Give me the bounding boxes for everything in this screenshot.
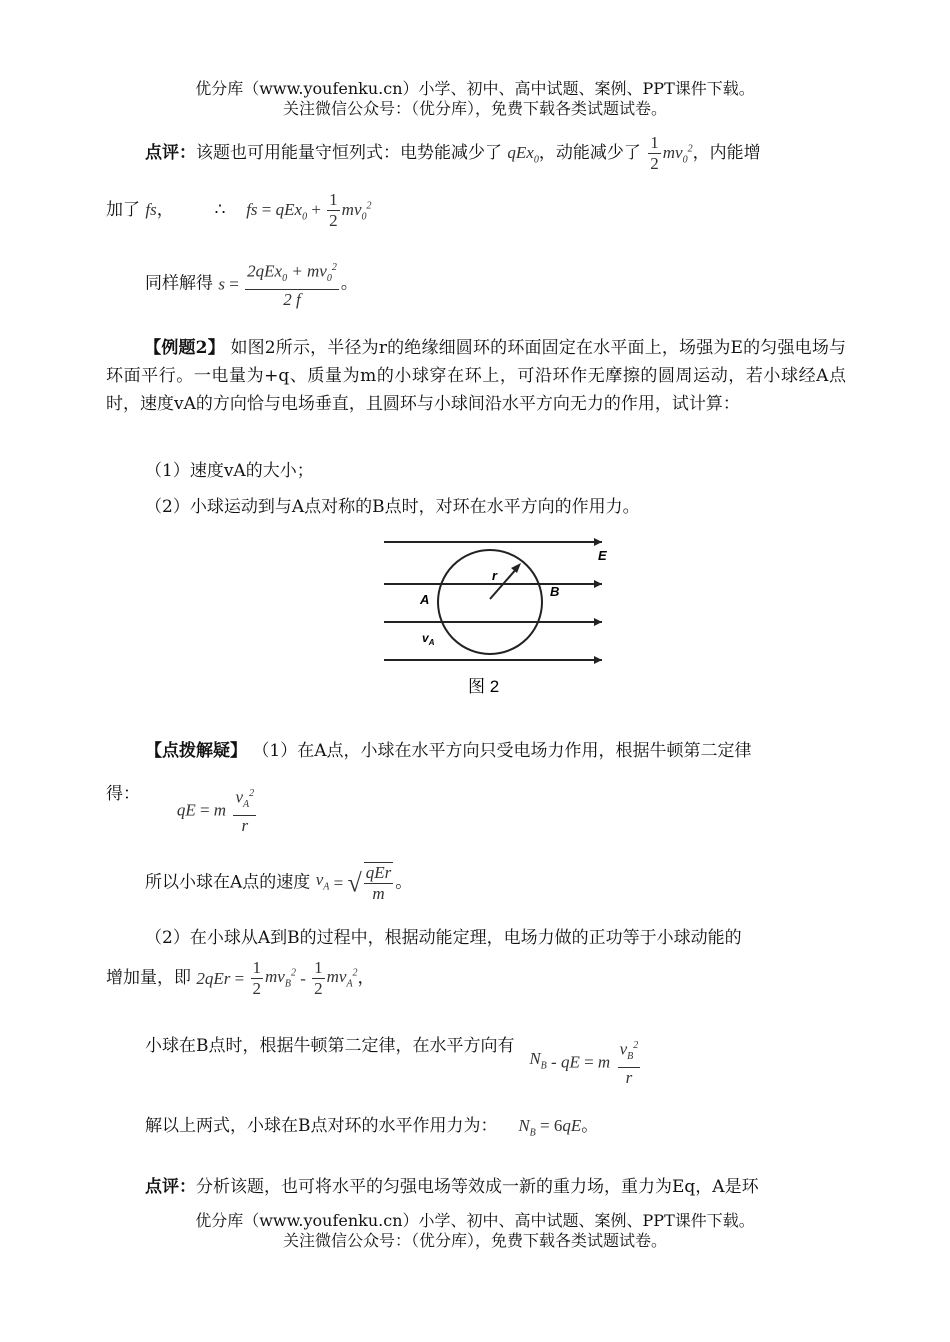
arrowhead-4: [594, 656, 602, 664]
solution-s5-end: 。: [581, 1116, 599, 1136]
solution-line2: 得： qE = m $\frac{v_A^2}{r}$: [106, 784, 255, 836]
formula-energy-balance: fs: [246, 200, 258, 219]
radius-arrowhead: [511, 563, 521, 573]
review1-text-d: 加了: [106, 200, 140, 220]
example2-label: 【例题2】: [144, 338, 225, 358]
label-vA: $v_A$: [422, 631, 435, 647]
review1-text-e: ，: [156, 200, 174, 220]
solution-line1: [145, 741, 752, 762]
review1-text-c: ，内能增: [692, 143, 761, 163]
review1-text-b: ，动能减少了: [538, 143, 641, 163]
solution-s2: 所以小球在A点的速度: [145, 872, 311, 893]
review1-text-g: 。: [340, 273, 358, 294]
formula-NB-result: $N_B$: [518, 1116, 536, 1139]
figure-caption: 图 2: [468, 677, 500, 696]
therefore-symbol: ∴: [214, 200, 226, 220]
solution-s3-end: ，: [357, 968, 375, 988]
example2-question2: （2）小球运动到与A点对称的B点时，对环在水平方向的作用力。: [145, 497, 640, 517]
example2-question1: （1）速度vA的大小；: [145, 461, 314, 481]
formula-vA2-over-r: $\frac{v_A^2}{r}$: [233, 784, 256, 836]
label-E: E: [598, 548, 607, 563]
solution-line7: 解以上两式，小球在B点对环的水平作用力为： $N_B = 6qE$。: [145, 1116, 599, 1139]
page-header-line2: 关注微信公众号：（优分库），免费下载各类试题试卷。: [282, 99, 667, 118]
review2-label: 点评：: [145, 1177, 196, 1197]
label-r: r: [492, 568, 498, 583]
solution-s4: 小球在B点时，根据牛顿第二定律，在水平方向有: [145, 1036, 515, 1056]
formula-s-fraction: $\frac{2qEx_0 + mv_0^2}{2 f}$: [245, 258, 339, 310]
solution-s5: 解以上两式，小球在B点对环的水平作用力为：: [145, 1116, 498, 1136]
formula-qE-eq: qE: [176, 800, 196, 820]
page-footer-line1: 优分库（www.youfenku.cn）小学、初中、高中试题、案例、PPT课件下载。: [195, 1211, 755, 1230]
solution-line6: 小球在B点时，根据牛顿第二定律，在水平方向有 $N_B$ - qE = m $\frac{v_B^2}{r}$: [145, 1036, 639, 1088]
arrowhead-2: [594, 580, 602, 588]
review1-line3: 同样解得 s = $\frac{2qEx_0 + mv_0^2}{2 f}$ 。: [145, 258, 358, 310]
solution-label: 【点拨解疑】: [145, 741, 247, 761]
example2-paragraph: [106, 334, 846, 418]
figure-2: [380, 532, 612, 702]
formula-s: s: [218, 274, 226, 294]
formula-fs: fs: [145, 200, 157, 219]
formula-half: $\frac{1}{2}$: [650, 133, 659, 173]
review2-text: 分析该题，也可将水平的匀强电场等效成一新的重力场，重力为Eq，A是环: [196, 1177, 759, 1197]
formula-vA: $v_A$: [315, 869, 330, 893]
solution-line3: 所以小球在A点的速度 $v_A$ = √ $\frac{\text{qEr}}{m}$ 。: [145, 863, 413, 903]
page-header-line1: 优分库（www.youfenku.cn）小学、初中、高中试题、案例、PPT课件下载。: [195, 79, 755, 98]
formula-vB2-over-r: $\frac{v_B^2}{r}$: [618, 1036, 641, 1088]
review1-text-f: 同样解得: [145, 273, 213, 294]
label-A: A: [420, 592, 430, 607]
review-label: 点评：: [145, 143, 196, 163]
example2-text: 如图2所示，半径为r的绝缘细圆环的环面固定在水平面上，场强为E的匀强电场与环面平行。一电量为+q、质量为m的小球穿在环上，可沿环作无摩擦的圆周运动，若小球经A点时，速度vA的方向恰与电场垂直，且圆环与小球间沿水平方向无力的作用，试计算：: [106, 338, 846, 414]
arrowhead-3: [594, 618, 602, 626]
solution-s2-end: 。: [395, 872, 413, 893]
label-B: B: [550, 584, 560, 599]
review2-line: [145, 1177, 759, 1198]
solution-s1: （1）在A点，小球在水平方向只受电场力作用，根据牛顿第二定律: [252, 741, 752, 761]
ring-circle: [438, 550, 542, 654]
formula-NB-eq: $N_B$: [529, 1048, 547, 1072]
review1-line2: 加了 fs， ∴ fs = qEx$_0$ + $\frac{1}{2}$ $mv_0^2$: [106, 190, 372, 230]
formula-sqrt: √ $\frac{\text{qEr}}{m}$: [347, 863, 392, 903]
page-footer-line2: 关注微信公众号：（优分库），免费下载各类试题试卷。: [282, 1231, 667, 1250]
solution-s3b: 增加量，即: [106, 968, 191, 988]
review1-line1: [145, 133, 761, 174]
formula-qEx0: qEx$_0$: [507, 143, 539, 166]
formula-mv0sq: $mv_0^2$: [662, 143, 693, 166]
solution-line5: 增加量，即 2qEr = $\frac{1}{2}$ $mv_B^2$ - $\frac{1}{2}$ $mv_A^2$，: [106, 958, 375, 998]
solution-s1b: 得：: [106, 784, 140, 804]
solution-s3: （2）在小球从A到B的过程中，根据动能定理，电场力做的正功等于小球动能的: [145, 928, 742, 948]
review1-text-a: 该题也可用能量守恒列式：电势能减少了: [196, 143, 502, 163]
formula-work-energy: 2qEr: [196, 969, 231, 988]
arrowhead-1: [594, 538, 602, 546]
